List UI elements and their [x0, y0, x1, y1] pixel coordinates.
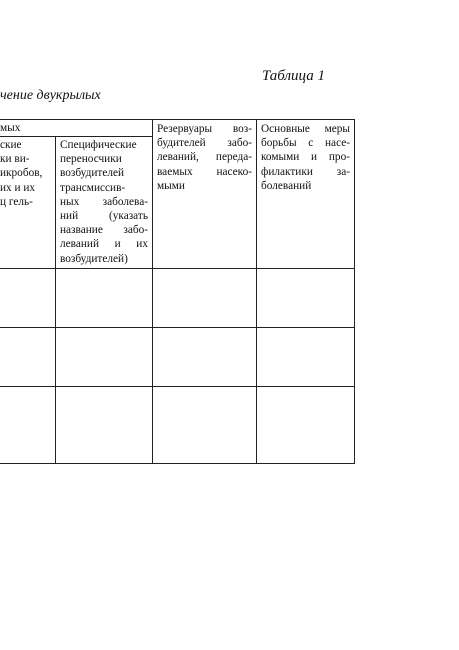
header-4-line: филактики за-: [261, 165, 350, 178]
header-3-line: ваемых насеко-: [157, 165, 252, 178]
header-cell-4: [261, 122, 350, 193]
header-4-line: борьбы с насе-: [261, 137, 350, 150]
header-2-line: название забо-: [60, 224, 148, 237]
col-divider-1: [55, 136, 56, 464]
header-1-line: ские: [0, 139, 22, 151]
header-1-line: ц гель-: [0, 195, 33, 208]
group-header-cell: [0, 121, 150, 135]
header-2-line: переносчики: [60, 153, 122, 166]
table-border-top: [0, 119, 355, 120]
header-2-line: Специфические: [60, 139, 137, 151]
col-divider-3: [256, 119, 257, 464]
header-2-line: трансмиссив-: [60, 181, 126, 194]
header-2-line: леваний и их: [60, 238, 148, 251]
table-border-bottom: [0, 463, 355, 464]
col-divider-2: [152, 119, 153, 464]
row-2-bottom-line: [0, 386, 355, 387]
header-2-line: ных заболева-: [60, 195, 148, 208]
header-3-line: мыми: [157, 179, 185, 192]
header-1-line: икробов,: [0, 167, 43, 180]
header-3-line: Резервуары воз-: [157, 123, 252, 135]
header-1-line: их и их: [0, 181, 36, 194]
header-bottom-line: [0, 268, 355, 269]
header-2-line: возбудителей: [60, 167, 125, 180]
header-4-line: комыми и про-: [261, 151, 350, 164]
header-3-line: леваний, переда-: [157, 151, 252, 164]
group-header-text: мых: [0, 122, 21, 134]
table-caption: чение двукрылых: [0, 88, 101, 103]
row-1-bottom-line: [0, 327, 355, 328]
header-4-line: Основные меры: [261, 123, 350, 135]
header-1-line: ки ви-: [0, 153, 30, 166]
header-cell-2: [60, 138, 148, 266]
table-number: Таблица 1: [262, 68, 325, 84]
header-2-line: ний (указать: [60, 210, 148, 223]
header-cell-3: [157, 122, 252, 193]
header-2-line: возбудителей): [60, 252, 128, 265]
group-header-divider: [0, 136, 153, 137]
header-cell-1: [0, 138, 51, 209]
table-border-right: [354, 119, 355, 464]
header-3-line: будителей забо-: [157, 137, 252, 150]
header-4-line: болеваний: [261, 179, 312, 192]
